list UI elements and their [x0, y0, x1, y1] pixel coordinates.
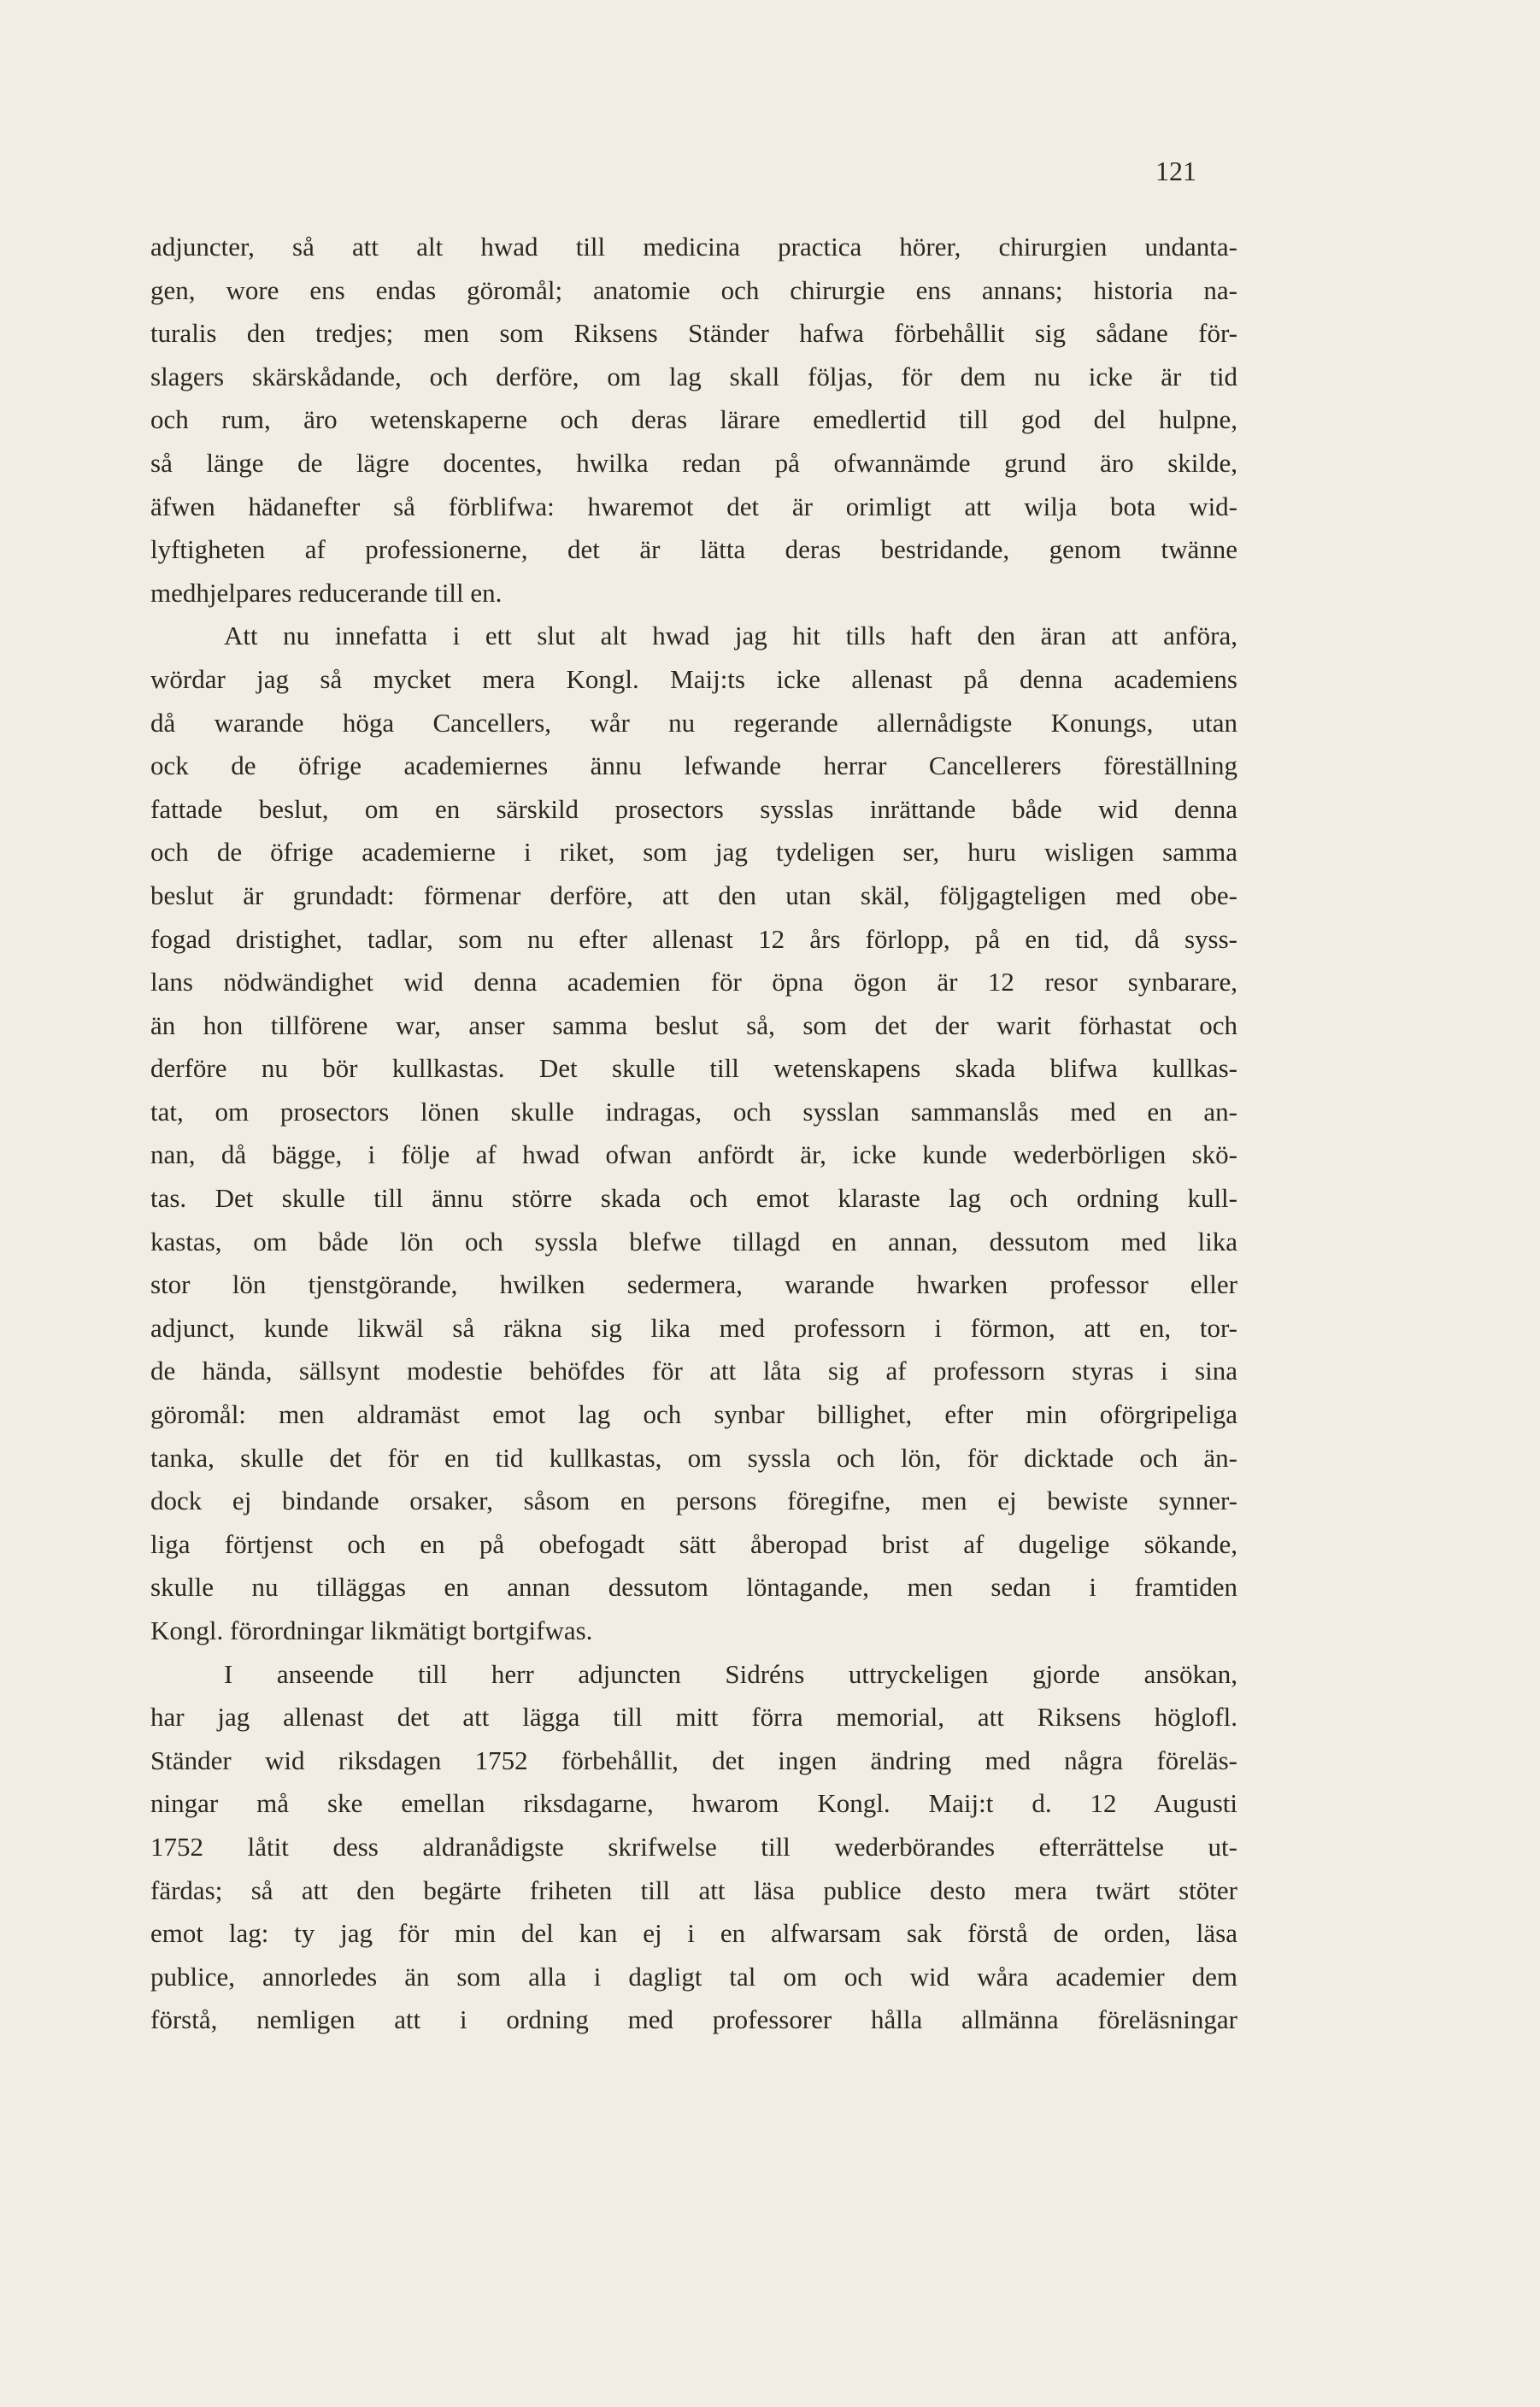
text-line: liga förtjenst och en på obefogadt sätt åberopad brist af dugelige sökande,: [150, 1528, 1237, 1559]
text-line: lyftigheten af professionerne, det är lätta deras bestridande, genom twänne: [150, 534, 1237, 565]
text-line: publice, annorledes än som alla i dagligt tal om och wid wåra academier dem: [150, 1961, 1237, 1992]
text-line: I anseende till herr adjuncten Sidréns uttryckeligen gjorde ansökan,: [224, 1658, 1237, 1689]
text-line: dock ej bindande orsaker, såsom en persons föregifne, men ej bewiste synner-: [150, 1486, 1237, 1516]
text-line: än hon tillförene war, anser samma beslut så, som det der warit förhastat och: [150, 1009, 1237, 1040]
text-line: ningar må ske emellan riksdagarne, hwarom Kongl. Maij:t d. 12 Augusti: [150, 1788, 1237, 1819]
text-line: Kongl. förordningar likmätigt bortgifwas.: [150, 1615, 593, 1645]
text-line: fattade beslut, om en särskild prosectors sysslas inrättande både wid denna: [150, 793, 1237, 824]
text-line: äfwen hädanefter så förblifwa: hwaremot det är orimligt att wilja bota wid-: [150, 491, 1237, 521]
text-line: har jag allenast det att lägga till mitt förra memorial, att Riksens höglofl.: [150, 1702, 1237, 1733]
text-line: adjunct, kunde likwäl så räkna sig lika med professorn i förmon, att en, tor-: [150, 1312, 1237, 1343]
text-line: lans nödwändighet wid denna academien för öpna ögon är 12 resor synbarare,: [150, 967, 1237, 998]
text-line: nan, då bägge, i följe af hwad ofwan anfördt är, icke kunde wederbörligen skö-: [150, 1139, 1237, 1170]
text-line: och de öfrige academierne i riket, som jag tydeligen ser, huru wisligen samma: [150, 837, 1237, 868]
text-line: turalis den tredjes; men som Riksens Ständer hafwa förbehållit sig sådane för-: [150, 318, 1237, 349]
text-line: tas. Det skulle till ännu större skada och emot klaraste lag och ordning kull-: [150, 1183, 1237, 1214]
page-number: 121: [1155, 156, 1196, 186]
text-line: tat, om prosectors lönen skulle indragas, och sysslan sammanslås med en an-: [150, 1096, 1237, 1127]
text-line: färdas; så att den begärte friheten till att läsa publice desto mera twärt stöter: [150, 1874, 1237, 1905]
text-line: gen, wore ens endas göromål; anatomie och chirurgie ens annans; historia na-: [150, 274, 1237, 305]
text-line: Att nu innefatta i ett slut alt hwad jag hit tills haft den äran att anföra,: [224, 621, 1237, 651]
text-line: Ständer wid riksdagen 1752 förbehållit, det ingen ändring med några föreläs-: [150, 1745, 1237, 1775]
text-line: förstå, nemligen att i ordning med professorer hålla allmänna föreläsningar: [150, 2004, 1237, 2035]
text-line: 1752 låtit dess aldranådigste skrifwelse till wederbörandes efterrättelse ut-: [150, 1831, 1237, 1862]
text-line: då warande höga Cancellers, wår nu regerande allernådigste Konungs, utan: [150, 707, 1237, 738]
text-line: stor lön tjenstgörande, hwilken sedermera, warande hwarken professor eller: [150, 1269, 1237, 1300]
body-text: [150, 226, 1237, 2042]
text-line: kastas, om både lön och syssla blefwe tillagd en annan, dessutom med lika: [150, 1226, 1237, 1256]
text-line: emot lag: ty jag för min del kan ej i en alfwarsam sak förstå de orden, läsa: [150, 1918, 1237, 1949]
text-line: beslut är grundadt: förmenar derföre, att den utan skäl, följgagteligen med obe-: [150, 880, 1237, 910]
text-line: wördar jag så mycket mera Kongl. Maij:ts icke allenast på denna academiens: [150, 663, 1237, 694]
text-line: adjuncter, så att alt hwad till medicina practica hörer, chirurgien undanta-: [150, 232, 1237, 262]
text-line: skulle nu tilläggas en annan dessutom löntagande, men sedan i framtiden: [150, 1572, 1237, 1603]
text-line: och rum, äro wetenskaperne och deras lärare emedlertid till god del hulpne,: [150, 404, 1237, 435]
text-line: fogad dristighet, tadlar, som nu efter allenast 12 års förlopp, på en tid, då syss-: [150, 923, 1237, 954]
text-line: göromål: men aldramäst emot lag och synbar billighet, efter min oförgripeliga: [150, 1399, 1237, 1430]
text-line: de hända, sällsynt modestie behöfdes för att låta sig af professorn styras i sina: [150, 1356, 1237, 1386]
text-line: derföre nu bör kullkastas. Det skulle till wetenskapens skada blifwa kullkas-: [150, 1053, 1237, 1084]
text-line: slagers skärskådande, och derföre, om lag skall följas, för dem nu icke är tid: [150, 361, 1237, 391]
text-line: ock de öfrige academiernes ännu lefwande herrar Cancellerers föreställning: [150, 750, 1237, 781]
text-line: tanka, skulle det för en tid kullkastas, om syssla och lön, för dicktade och än-: [150, 1442, 1237, 1473]
text-line: så länge de lägre docentes, hwilka redan på ofwannämde grund äro skilde,: [150, 447, 1237, 478]
text-line: medhjelpares reducerande till en.: [150, 577, 503, 608]
